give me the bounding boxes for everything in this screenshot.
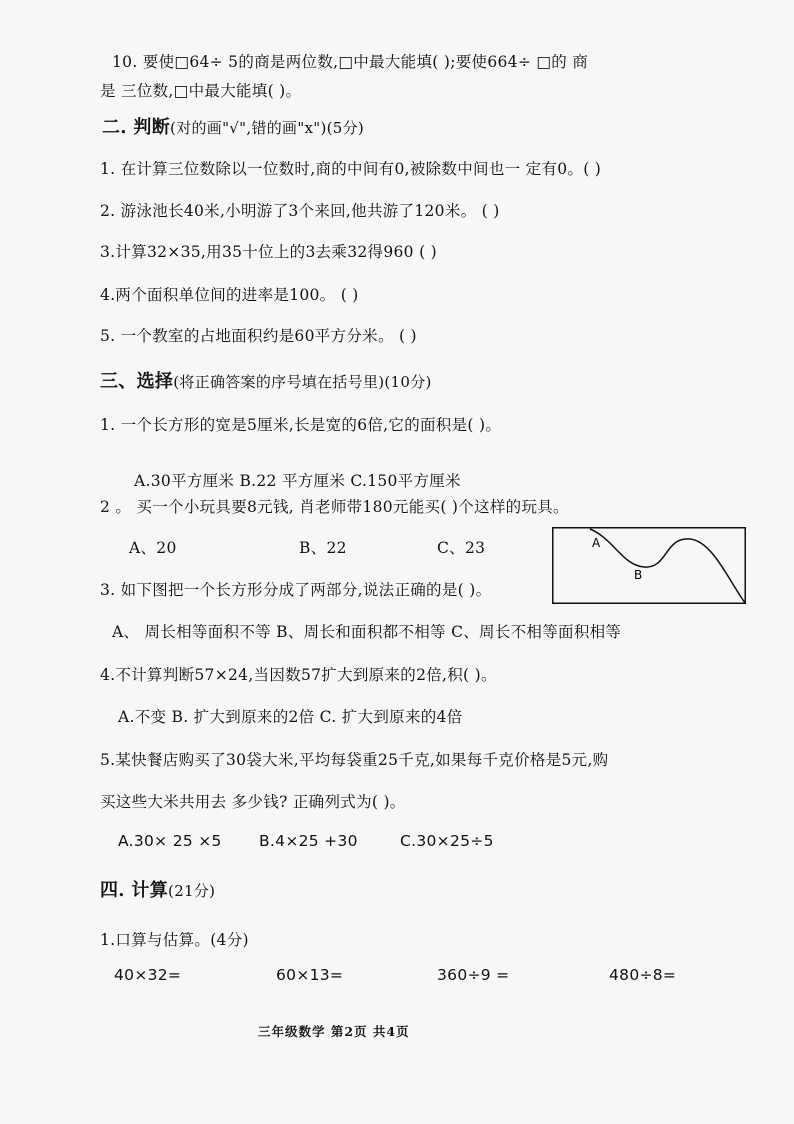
calc-sub1: 1.口算与估算。(4分): [100, 931, 249, 949]
judge-item-5: 5. 一个教室的占地面积约是60平方分米。 ( ): [100, 327, 417, 345]
choice-q2-option-b: B、22: [299, 539, 347, 557]
calc-problem-4: 480÷8=: [609, 966, 677, 984]
choice-q2-option-a: A、20: [129, 539, 177, 557]
choice-q1-options: A.30平方厘米 B.22 平方厘米 C.150平方厘米: [134, 472, 461, 490]
choice-q5-option-b: B.4×25 +30: [259, 832, 358, 850]
rectangle-curve-figure: [552, 527, 746, 604]
judge-item-1: 1. 在计算三位数除以一位数时,商的中间有0,被除数中间也一 定有0。( ): [100, 160, 602, 178]
q10-line2: 是 三位数,□中最大能填( )。: [100, 82, 302, 100]
judge-item-2: 2. 游泳池长40米,小明游了3个来回,他共游了120米。 ( ): [100, 202, 500, 220]
choice-q2-option-c: C、23: [437, 539, 486, 557]
section4-note: (21分): [168, 882, 216, 900]
section2-title: 二. 判断: [102, 117, 171, 138]
calc-problem-3: 360÷9 =: [437, 966, 510, 984]
choice-q1: 1. 一个长方形的宽是5厘米,长是宽的6倍,它的面积是( )。: [100, 416, 502, 434]
section3-heading: [100, 367, 432, 393]
choice-q5-option-a: A.30× 25 ×5: [118, 832, 222, 850]
judge-item-4: 4.两个面积单位间的进率是100。 ( ): [100, 286, 359, 304]
page-footer: 三年级数学 第2页 共4页: [258, 1024, 410, 1039]
choice-q4: 4.不计算判断57×24,当因数57扩大到原来的2倍,积( )。: [100, 666, 497, 684]
choice-q3: 3. 如下图把一个长方形分成了两部分,说法正确的是( )。: [100, 581, 492, 599]
figure-label-b: B: [634, 568, 643, 582]
figure-label-a: A: [592, 536, 601, 550]
section3-note: (将正确答案的序号填在括号里)(10分): [173, 373, 432, 391]
calc-problem-1: 40×32=: [114, 966, 182, 984]
section3-title: 三、选择: [100, 371, 174, 392]
choice-q3-options: A、 周长相等面积不等 B、周长和面积都不相等 C、周长不相等面积相等: [112, 623, 622, 641]
section4-heading: [100, 876, 215, 902]
choice-q2: 2 。 买一个小玩具要8元钱, 肖老师带180元能买( )个这样的玩具。: [100, 498, 569, 516]
choice-q4-options: A.不变 B. 扩大到原来的2倍 C. 扩大到原来的4倍: [118, 708, 463, 726]
section2-note: (对的画"√",错的画"x")(5分): [170, 119, 365, 137]
q10-line1: 10. 要使□64÷ 5的商是两位数,□中最大能填( );要使664÷ □的 商: [112, 53, 589, 71]
calc-problem-2: 60×13=: [276, 966, 344, 984]
choice-q5-option-c: C.30×25÷5: [400, 832, 494, 850]
choice-q5-line1: 5.某快餐店购买了30袋大米,平均每袋重25千克,如果每千克价格是5元,购: [100, 751, 609, 769]
section4-title: 四. 计算: [100, 880, 169, 901]
section2-heading: [102, 113, 364, 139]
choice-q5-line2: 买这些大米共用去 多少钱? 正确列式为( )。: [100, 793, 406, 811]
judge-item-3: 3.计算32×35,用35十位上的3去乘32得960 ( ): [100, 243, 437, 261]
